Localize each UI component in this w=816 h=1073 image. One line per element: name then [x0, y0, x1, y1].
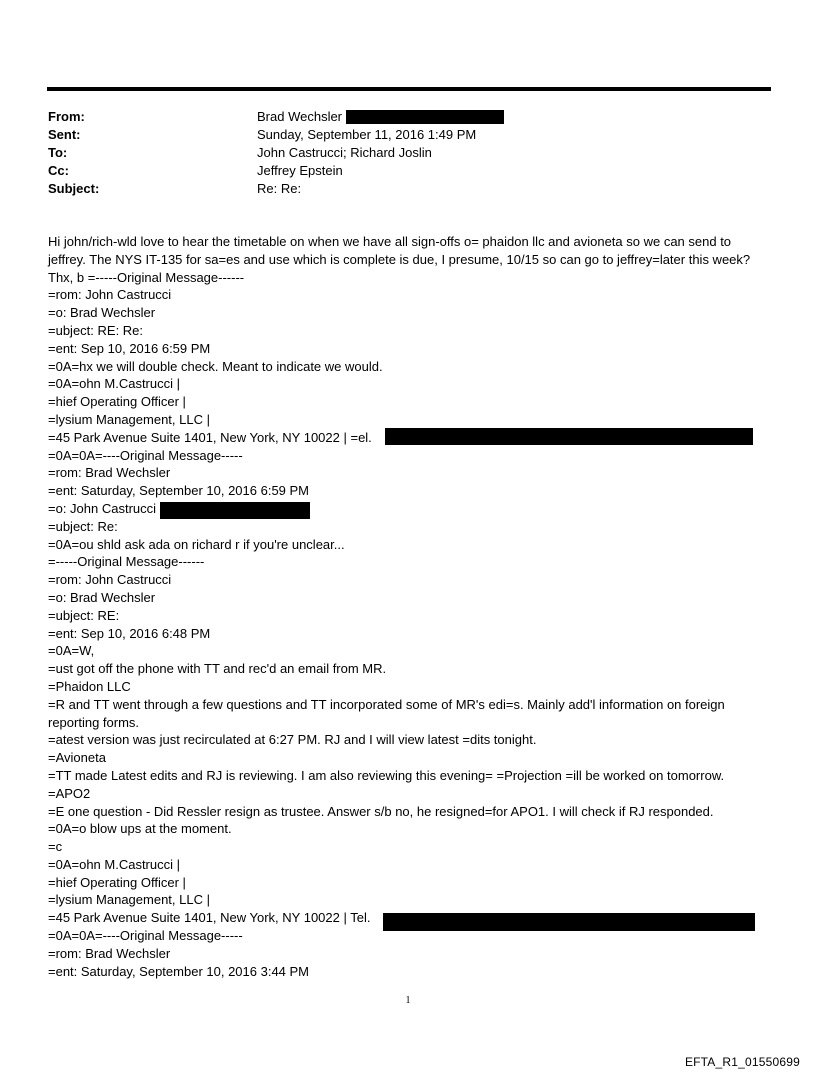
- body-line: =0A=0A=----Original Message-----: [48, 928, 243, 944]
- subject-label: Subject:: [48, 181, 100, 196]
- body-line: =Phaidon LLC: [48, 678, 131, 694]
- body-line: =ust got off the phone with TT and rec'd an email from MR.: [48, 661, 387, 677]
- sent-label: Sent:: [48, 127, 81, 142]
- document-id: EFTA_R1_01550699: [684, 1055, 800, 1069]
- from-name: Brad Wechsler: [257, 109, 343, 124]
- body-line: =0A=hx we will double check. Meant to indicate we would.: [48, 358, 383, 374]
- body-line: =hief Operating Officer |: [48, 394, 186, 410]
- email-body: [48, 233, 768, 980]
- body-line: =hief Operating Officer |: [48, 874, 186, 890]
- page-number: 1: [405, 995, 411, 1006]
- body-line: =lysium Management, LLC |: [48, 892, 210, 908]
- from-label: From:: [48, 109, 85, 124]
- to-value: John Castrucci; Richard Joslin: [257, 145, 432, 160]
- body-line: reporting forms.: [48, 714, 140, 730]
- body-line: =o: Brad Wechsler: [48, 305, 156, 321]
- body-line: =o: John Castrucci: [48, 500, 157, 516]
- body-line: =0A=W,: [48, 643, 95, 659]
- body-line: =c: [48, 839, 63, 855]
- body-line: =0A=ohn M.Castrucci |: [48, 856, 180, 872]
- body-line: =E one question - Did Ressler resign as trustee. Answer s/b no, he resigned=for APO1. I will check if RJ responded.: [48, 803, 714, 819]
- sent-value: Sunday, September 11, 2016 1:49 PM: [257, 127, 477, 142]
- to-label: To:: [48, 145, 68, 160]
- body-line: =APO2: [48, 785, 91, 801]
- body-line: =rom: Brad Wechsler: [48, 945, 171, 961]
- subject-value: Re: Re:: [257, 181, 302, 196]
- body-line: =ent: Sep 10, 2016 6:48 PM: [48, 625, 211, 641]
- redaction-bar: [160, 502, 310, 519]
- body-line: =45 Park Avenue Suite 1401, New York, NY 10022 | =el.: [48, 429, 372, 445]
- cc-label: Cc:: [48, 163, 69, 178]
- body-line: =ent: Sep 10, 2016 6:59 PM: [48, 340, 211, 356]
- body-line: =ubject: RE:: [48, 607, 120, 623]
- header-rule: [47, 87, 771, 91]
- body-line: =ubject: Re:: [48, 518, 118, 534]
- body-line: =TT made Latest edits and RJ is reviewing. I am also reviewing this evening= =Projection =ill be worked on tomorrow.: [48, 767, 725, 783]
- from-value: [257, 108, 504, 126]
- redaction-bar: [383, 913, 755, 931]
- body-line: =atest version was just recirculated at 6:27 PM. RJ and I will view latest =dits tonight.: [48, 732, 537, 748]
- body-line: =ent: Saturday, September 10, 2016 6:59 PM: [48, 483, 310, 499]
- body-line: =rom: John Castrucci: [48, 287, 172, 303]
- redaction-bar: [385, 428, 753, 445]
- body-line: =-----Original Message------: [48, 554, 205, 570]
- body-line: jeffrey. The NYS IT-135 for sa=es and use which is complete is due, I presume, 10/15 so can go to jeffrey=later this week?: [48, 251, 751, 267]
- body-line: =0A=ou shld ask ada on richard r if you're unclear...: [48, 536, 345, 552]
- body-line: =rom: John Castrucci: [48, 572, 172, 588]
- body-line: =R and TT went through a few questions and TT incorporated some of MR's edi=s. Mainly add'l information on foreign: [48, 696, 725, 712]
- body-line: =0A=o blow ups at the moment.: [48, 821, 232, 837]
- body-line: Hi john/rich-wld love to hear the timetable on when we have all sign-offs o= phaidon llc and avioneta so we can send to: [48, 234, 732, 249]
- body-line: =0A=0A=----Original Message-----: [48, 447, 243, 463]
- body-line: =0A=ohn M.Castrucci |: [48, 376, 180, 392]
- body-line: =45 Park Avenue Suite 1401, New York, NY 10022 | Tel.: [48, 910, 371, 926]
- body-line: =o: Brad Wechsler: [48, 589, 156, 605]
- body-line: =Avioneta: [48, 750, 106, 766]
- body-line: Thx, b =-----Original Message------: [48, 269, 245, 285]
- body-line: =rom: Brad Wechsler: [48, 465, 171, 481]
- body-line: =lysium Management, LLC |: [48, 411, 210, 427]
- cc-value: Jeffrey Epstein: [257, 163, 343, 178]
- body-line: =ent: Saturday, September 10, 2016 3:44 PM: [48, 963, 310, 979]
- body-line: =ubject: RE: Re:: [48, 322, 144, 338]
- redacted-email: [346, 110, 504, 124]
